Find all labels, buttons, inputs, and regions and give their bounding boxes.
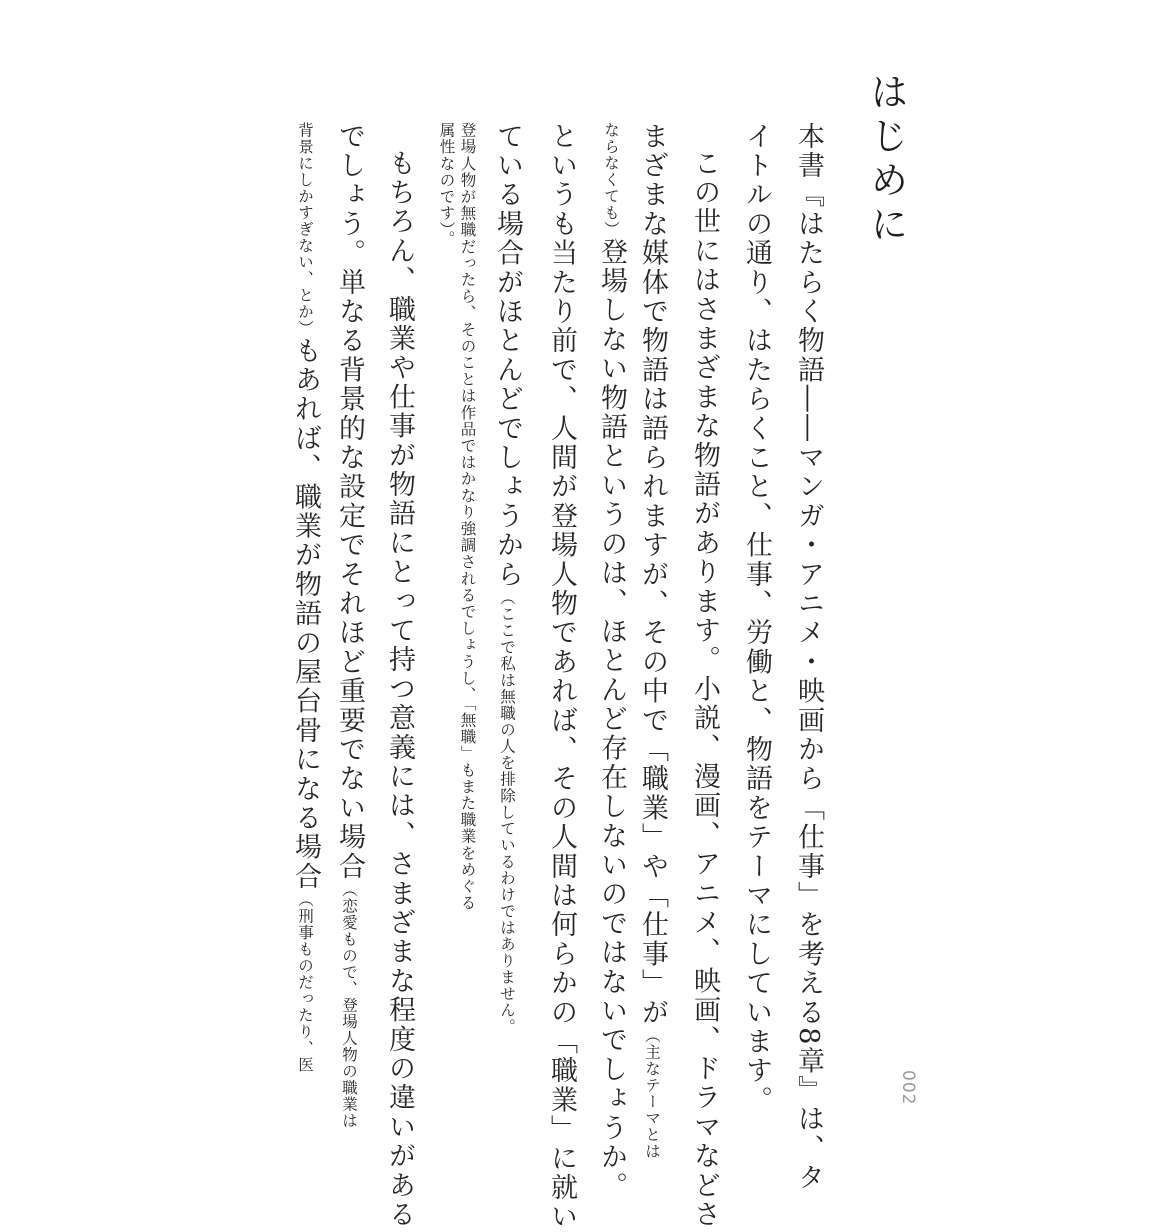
text-column [290, 122, 321, 1073]
annotation-text: 属性なのです）。 [437, 122, 456, 248]
chapter-title: はじめに [864, 72, 908, 248]
annotation-text: 登場人物が無職だったら、そのことは作品ではかなり強調されるでしょうし、「無職」もまた職業をめぐる [458, 122, 477, 912]
text-column [741, 122, 772, 1115]
text-column [438, 122, 454, 982]
body-text-segment: もあれば、職業が物語の屋台骨になる場合 [290, 336, 321, 892]
body-text-segment: まざまな媒体で物語は語られますが、その中で「職業」や「仕事」が [637, 122, 668, 1028]
annotation-text: （主なテーマとは [643, 1027, 661, 1160]
text-column [546, 122, 577, 1232]
text-column [334, 122, 365, 1129]
annotation-text: 背景にしかすぎない、とか） [296, 122, 314, 337]
body-text-segment: 登場しない物語というのは、ほとんど存在しないのではないでしょうか。 [596, 237, 627, 1202]
body-text-segment: もちろん、職業や仕事が物語にとって持つ意義には、さまざまな程度の違いがある [384, 149, 415, 1230]
annotation-text: （ここで私は無職の人を排除しているわけではありません。 [498, 589, 516, 1035]
text-column [492, 122, 523, 1035]
text-column [596, 122, 627, 1202]
body-text-segment: 本書『はたらく物語――マンガ・アニメ・映画から「仕事」を考える8章』は、タ [793, 122, 824, 1193]
page-number: 002 [898, 1070, 918, 1106]
text-column [384, 122, 415, 1230]
text-column [793, 122, 824, 1193]
body-text-segment: でしょう。単なる背景的な設定でそれほど重要でない場合 [334, 122, 365, 882]
body-text-segment: この世にはさまざまな物語があります。小説、漫画、アニメ、映画、ドラマなどさ [689, 149, 720, 1230]
annotation-text: （恋愛もので、登場人物の職業は [340, 881, 358, 1129]
annotation-text: （刑事ものだったり、医 [296, 891, 314, 1073]
text-column [689, 122, 720, 1230]
body-text-segment: というも当たり前で、人間が登場人物であれば、その人間は何らかの「職業」に就い [546, 122, 577, 1232]
text-column [459, 122, 475, 982]
annotation-text: ならなくても） [602, 122, 620, 238]
text-column [637, 122, 668, 1160]
body-text-segment: イトルの通り、はたらくこと、仕事、労働と、物語をテーマにしています。 [741, 122, 772, 1115]
body-text-segment: ている場合がほとんどでしょうから [492, 122, 523, 590]
